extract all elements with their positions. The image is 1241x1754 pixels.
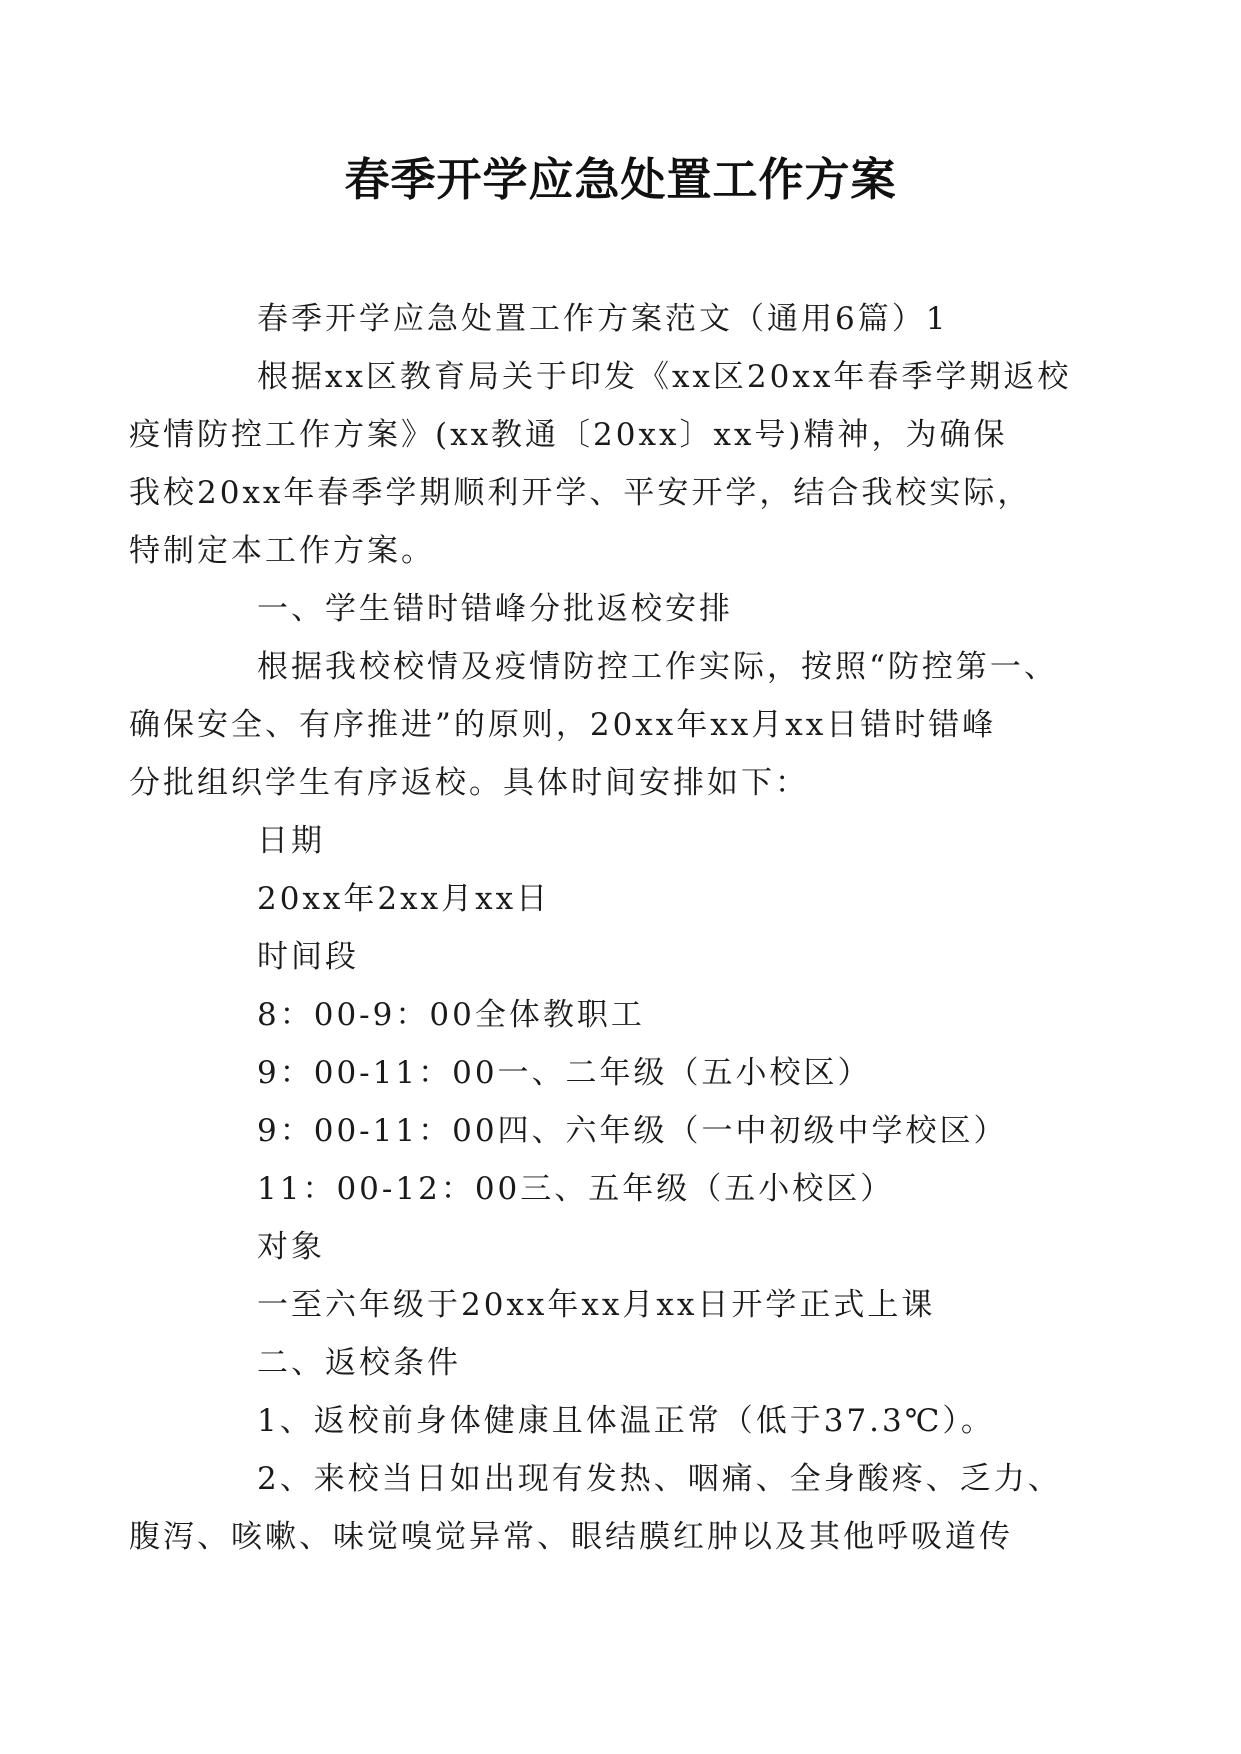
paragraph-line: 二、返校条件: [257, 1345, 461, 1381]
paragraph: [193, 1218, 1073, 1276]
paragraph-line: 特制定本工作方案。: [129, 533, 435, 569]
paragraph-line: 根据我校校情及疫情防控工作实际，按照“防控第一、: [257, 649, 1058, 685]
paragraph-line: 确保安全、有序推进”的原则，20xx年xx月xx日错时错峰: [129, 707, 997, 743]
paragraph: [129, 638, 1073, 812]
paragraph: [193, 1044, 1073, 1102]
paragraph-line: 时间段: [257, 939, 359, 975]
paragraph-line: 9：00-11：00一、二年级（五小校区）: [257, 1055, 872, 1091]
document-body: [129, 290, 1073, 1566]
paragraph: [193, 986, 1073, 1044]
paragraph: [129, 1450, 1073, 1566]
paragraph: [193, 290, 1073, 348]
paragraph-line: 11：00-12：00三、五年级（五小校区）: [257, 1171, 895, 1207]
paragraph-line: 春季开学应急处置工作方案范文（通用6篇）1: [257, 301, 949, 337]
paragraph: [129, 348, 1073, 580]
paragraph-line: 根据xx区教育局关于印发《xx区20xx年春季学期返校: [257, 359, 1072, 395]
paragraph-line: 1、返校前身体健康且体温正常（低于37.3℃）。: [257, 1403, 995, 1439]
paragraph: [193, 928, 1073, 986]
paragraph: [193, 812, 1073, 870]
paragraph-line: 对象: [257, 1229, 325, 1265]
paragraph: [193, 1102, 1073, 1160]
paragraph: [193, 870, 1073, 928]
paragraph-line: 一至六年级于20xx年xx月xx日开学正式上课: [257, 1287, 936, 1323]
paragraph-line: 2、来校当日如出现有发热、咽痛、全身酸疼、乏力、: [257, 1461, 1062, 1497]
paragraph: [193, 580, 1073, 638]
paragraph-line: 腹泻、咳嗽、味觉嗅觉异常、眼结膜红肿以及其他呼吸道传: [129, 1519, 1013, 1555]
paragraph-line: 分批组织学生有序返校。具体时间安排如下：: [129, 765, 809, 801]
paragraph-line: 20xx年2xx月xx日: [257, 881, 551, 917]
paragraph-line: 9：00-11：00四、六年级（一中初级中学校区）: [257, 1113, 1008, 1149]
paragraph-line: 日期: [257, 823, 325, 859]
paragraph-line: 我校20xx年春季学期顺利开学、平安开学，结合我校实际，: [129, 475, 1032, 511]
paragraph: [193, 1276, 1073, 1334]
paragraph: [193, 1334, 1073, 1392]
paragraph: [193, 1392, 1073, 1450]
paragraph-line: 疫情防控工作方案》(xx教通〔20xx〕xx号)精神，为确保: [129, 417, 1008, 453]
paragraph: [193, 1160, 1073, 1218]
document-title: 春季开学应急处置工作方案: [344, 153, 897, 206]
paragraph-line: 一、学生错时错峰分批返校安排: [257, 591, 733, 627]
paragraph-line: 8：00-9：00全体教职工: [257, 997, 645, 1033]
